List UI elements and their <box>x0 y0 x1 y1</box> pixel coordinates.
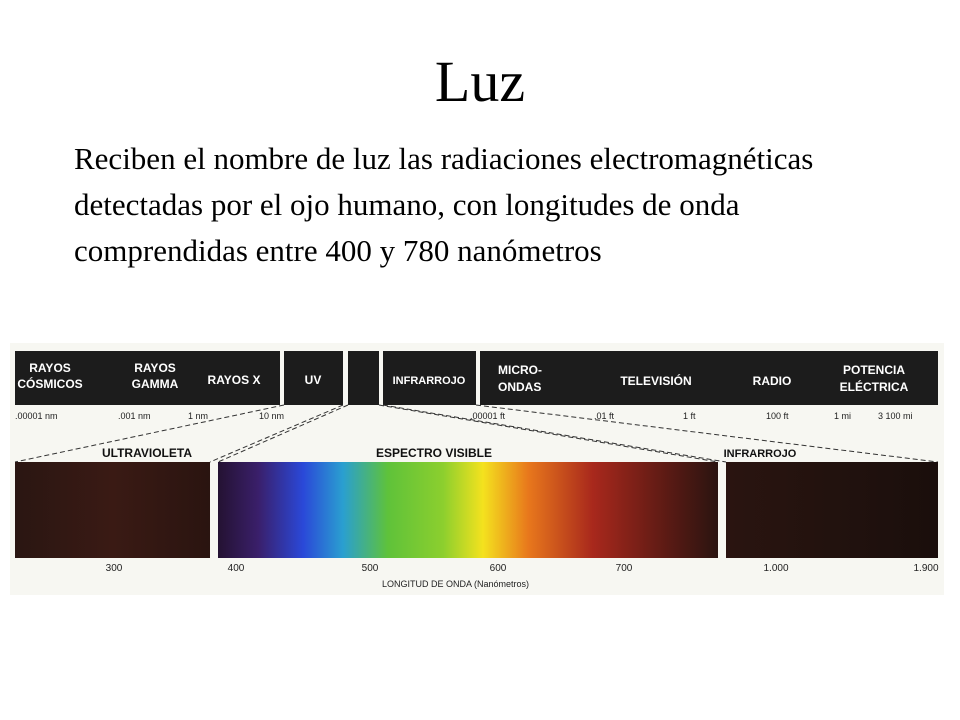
scale-tick-6: 1 ft <box>683 411 696 421</box>
intro-paragraph: Reciben el nombre de luz las radiaciones electromagnéticas detectadas por el ojo humano, con longitudes de onda comprendidas entre 400 y 780 nanómetros <box>74 141 814 268</box>
wavelength-axis-label: LONGITUD DE ONDA (Nanómetros) <box>382 579 530 589</box>
scale-tick-7: 100 ft <box>766 411 789 421</box>
scale-tick-4: .00001 ft <box>470 411 506 421</box>
section-visible: ESPECTRO VISIBLE <box>375 446 493 460</box>
band-gamma-line2: GAMMA <box>131 377 179 391</box>
scale-tick-0: .00001 nm <box>15 411 58 421</box>
scale-tick-9: 3 100 mi <box>878 411 913 421</box>
nm-tick-400: 400 <box>227 563 245 574</box>
band-xray: RAYOS X <box>207 373 261 387</box>
band-television: TELEVISIÓN <box>620 374 692 388</box>
scale-tick-8: 1 mi <box>834 411 852 421</box>
band-radio: RADIO <box>752 374 792 388</box>
band-infrared: INFRARROJO <box>392 375 466 387</box>
infrared-panel <box>726 462 938 558</box>
scale-tick-3: 10 nm <box>259 411 285 421</box>
band-cosmic-line1: RAYOS <box>29 361 71 375</box>
slide-title: Luz <box>434 49 526 114</box>
scale-tick-2: 1 nm <box>188 411 209 421</box>
band-cosmic-line2: CÓSMICOS <box>17 377 83 391</box>
scale-tick-1: .001 nm <box>118 411 151 421</box>
nm-tick-1000: 1.000 <box>763 563 789 574</box>
nm-tick-500: 500 <box>361 563 379 574</box>
band-uv: UV <box>304 373 322 387</box>
band-micro-line2: ONDAS <box>498 380 542 394</box>
nm-tick-600: 600 <box>489 563 507 574</box>
visible-spectrum-panel <box>218 462 718 558</box>
band-block-long <box>480 351 938 405</box>
spectrum-svg <box>10 343 944 595</box>
band-micro-line1: MICRO- <box>498 363 542 377</box>
section-infrared: INFRARROJO <box>723 448 797 460</box>
nm-tick-300: 300 <box>105 563 123 574</box>
nm-tick-700: 700 <box>615 563 633 574</box>
electromagnetic-spectrum-figure <box>10 343 944 595</box>
band-power-line2: ELÉCTRICA <box>839 380 909 394</box>
nm-tick-1900: 1.900 <box>913 563 939 574</box>
ultraviolet-panel <box>15 462 210 558</box>
scale-tick-5: .01 ft <box>594 411 615 421</box>
band-gamma-line1: RAYOS <box>134 361 176 375</box>
band-block-visible <box>348 351 379 405</box>
band-power-line1: POTENCIA <box>842 363 906 377</box>
section-ultraviolet: ULTRAVIOLETA <box>102 446 192 460</box>
